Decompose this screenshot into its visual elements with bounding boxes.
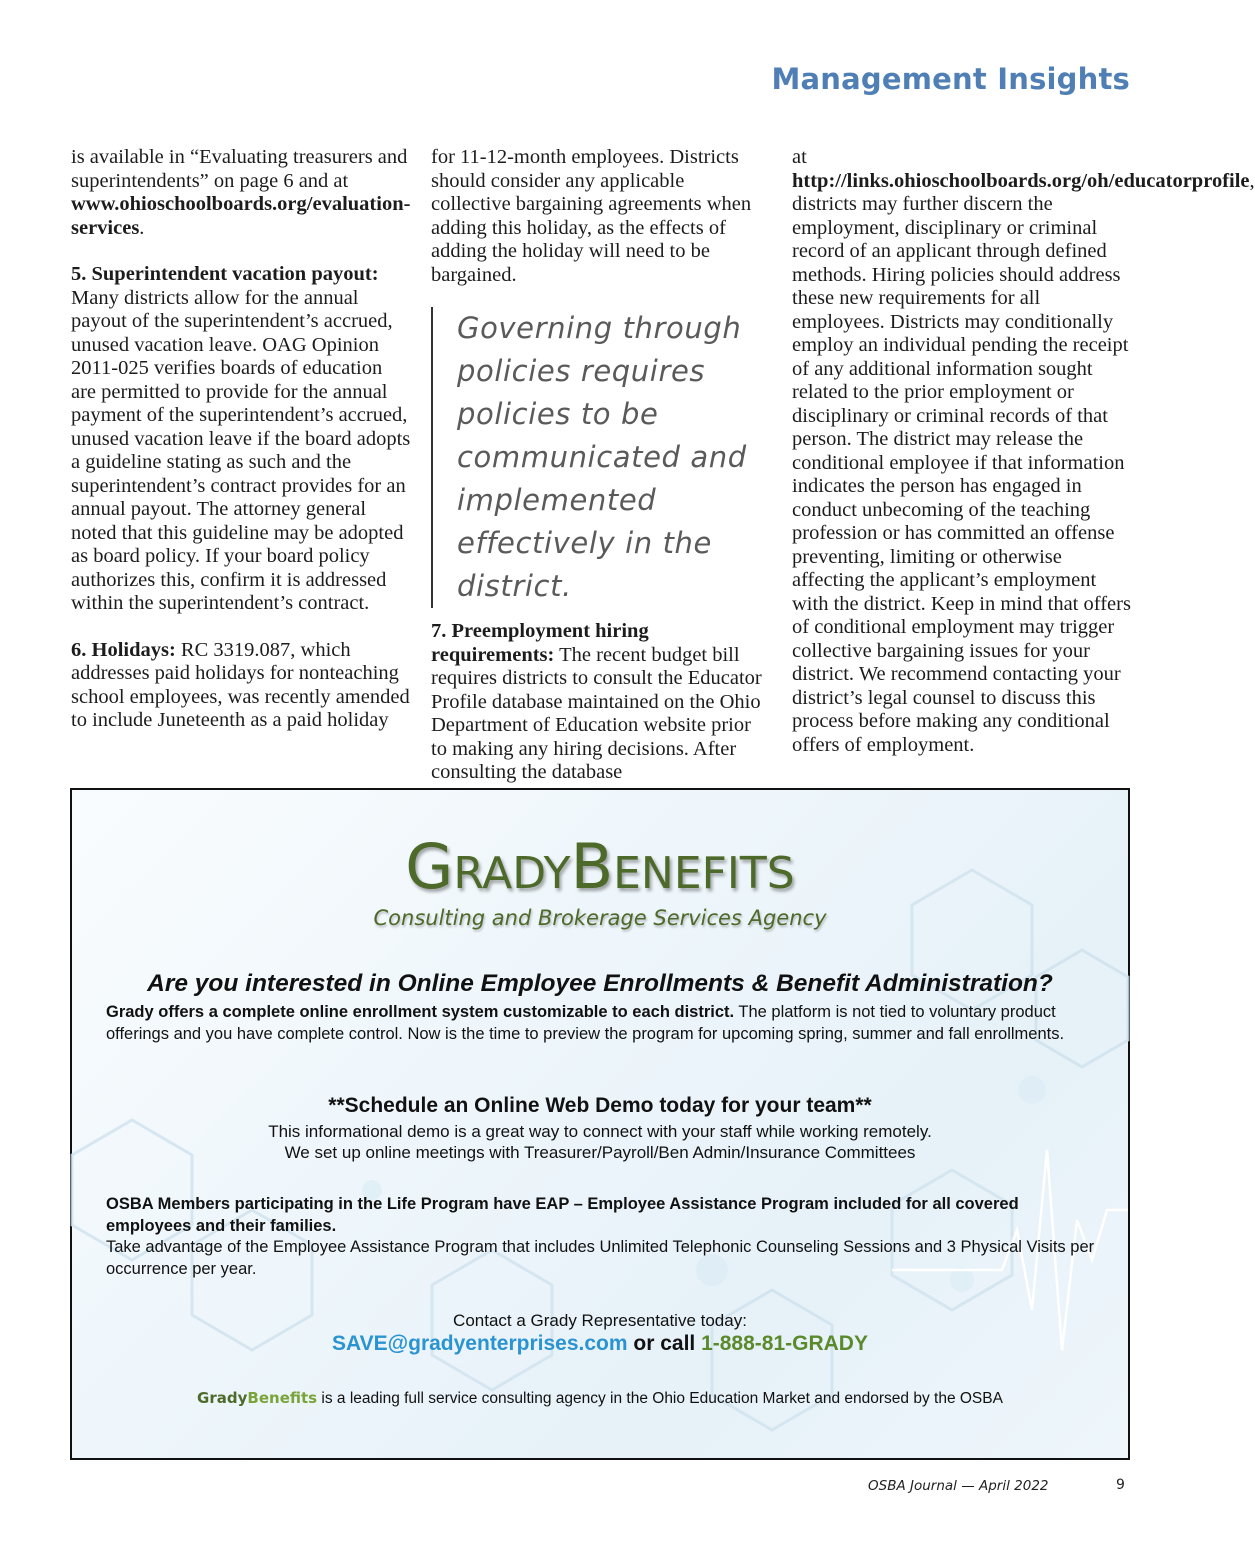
item-text: The recent budget bill requires districts to consult the Educator Profile database maintained on the Ohio Department of Education website prior to making any hiring decisions. After consulting the database — [431, 643, 762, 783]
journal-footer: OSBA Journal — April 2022 — [868, 1478, 1049, 1494]
grady-benefits-ad — [70, 788, 1130, 1460]
grady-benefits-logo — [72, 830, 1128, 903]
list-item-7 — [431, 620, 769, 785]
ad-headline: Are you interested in Online Employee Enrollments & Benefit Administration? — [147, 970, 1053, 997]
article-column-2 — [431, 146, 769, 785]
ad-paragraph-eap — [106, 1194, 1106, 1280]
page-number: 9 — [1116, 1477, 1125, 1493]
demo-text: We set up online meetings with Treasurer/Payroll/Ben Admin/Insurance Committees — [284, 1143, 916, 1162]
paragraph: for 11-12-month employees. Districts should consider any applicable collective bargaining agreements when adding this holiday, as the effects of adding the holiday will need to be bargained. — [431, 146, 752, 286]
contact-line: Contact a Grady Representative today: — [453, 1311, 747, 1330]
demo-text: This informational demo is a great way to connect with your staff while working remotely. — [268, 1122, 932, 1141]
section-header: Management Insights — [771, 62, 1130, 96]
paragraph-text: . — [139, 216, 145, 239]
paragraph — [792, 146, 1255, 757]
pull-quote: Governing through policies requires policies to be communicated and implemented effectively in the district. — [431, 307, 769, 608]
logo-text: G — [405, 830, 454, 903]
evaluation-link[interactable]: www.ohioschoolboards.org/evaluation-services — [71, 193, 411, 239]
paragraph-text: , districts may further discern the employment, disciplinary or criminal record of an applicant through defined methods. Hiring policies should address these new requirements for all employees. Districts may conditionally employ an individual pending the receipt of any additional information sought related to the prior employment or disciplinary or criminal records of that person. The district may release the conditional employee if that information indicates the person has engaged in conduct unbecoming of the teaching profession or has committed an offense preventing, limiting or otherwise affecting the applicant’s employment with the district. Keep in mind that offers of conditional employment may trigger collective bargaining issues for your district. We recommend contacting your district’s legal counsel to discuss this process before making any conditional offers of employment. — [792, 169, 1255, 756]
demo-heading: **Schedule an Online Web Demo today for your team** — [328, 1094, 872, 1117]
ad-footer-text: is a leading full service consulting agency in the Ohio Education Market and endorsed by the OSBA — [317, 1390, 1003, 1407]
ad-text: Take advantage of the Employee Assistance Program that includes Unlimited Telephonic Counseling Sessions and 3 Physical Visits per occurrence per year. — [106, 1238, 1095, 1278]
item-text: Many districts allow for the annual payout of the superintendent’s accrued, unused vacation leave. OAG Opinion 2011-025 verifies boards of education are permitted to provide for the annual payment of the superintendent’s accrued, unused vacation leave if the board adopts a guideline stating as such and the superintendent’s contract provides for an annual payout. The attorney general noted that this guideline may be adopted as board policy. If your board policy authorizes this, confirm it is addressed within the superintendent’s contract. — [71, 286, 411, 614]
ad-footer — [72, 1389, 1128, 1408]
paragraph-text: at — [792, 146, 807, 168]
article-column-1 — [71, 146, 411, 733]
paragraph-text: is available in “Evaluating treasurers and superintendents” on page 6 and at — [71, 146, 408, 192]
logo-text: RADY — [453, 848, 571, 899]
phone-link[interactable]: 1-888-81-GRADY — [701, 1332, 868, 1355]
list-item-5 — [71, 263, 411, 616]
brand-text: Grady — [197, 1389, 248, 1407]
cta-text: or call — [627, 1332, 702, 1355]
item-title: 6. Holidays: — [71, 638, 176, 661]
logo-text: ENEFITS — [613, 848, 795, 899]
brand-text: Benefits — [247, 1389, 318, 1407]
logo-text: B — [570, 830, 614, 903]
list-item-6 — [71, 639, 411, 733]
ad-paragraph-enrollment — [106, 1002, 1106, 1045]
article-column-3 — [792, 146, 1255, 757]
paragraph — [71, 146, 411, 240]
ad-bold-text: Grady offers a complete online enrollment system customizable to each district. — [106, 1003, 735, 1021]
contact-cta — [72, 1332, 1128, 1356]
educator-profile-link[interactable]: http://links.ohioschoolboards.org/oh/educatorprofile — [792, 169, 1250, 192]
ad-text: The platform is not tied to voluntary product offerings and you have complete control. Now is the time to preview the program for upcoming spring, summer and fall enrollments. — [106, 1003, 1065, 1043]
item-title: 7. Preemployment hiring requirements: — [431, 620, 649, 666]
ad-bold-text: OSBA Members participating in the Life Program have EAP – Employee Assistance Program included for all covered employees and their families. — [106, 1195, 1019, 1235]
item-title: 5. Superintendent vacation payout: — [71, 263, 379, 285]
logo-tagline: Consulting and Brokerage Services Agency — [373, 906, 827, 930]
email-link[interactable]: SAVE@gradyenterprises.com — [332, 1332, 628, 1355]
item-text: RC 3319.087, which addresses paid holidays for nonteaching school employees, was recently amended to include Juneteenth as a paid holiday — [71, 638, 410, 731]
